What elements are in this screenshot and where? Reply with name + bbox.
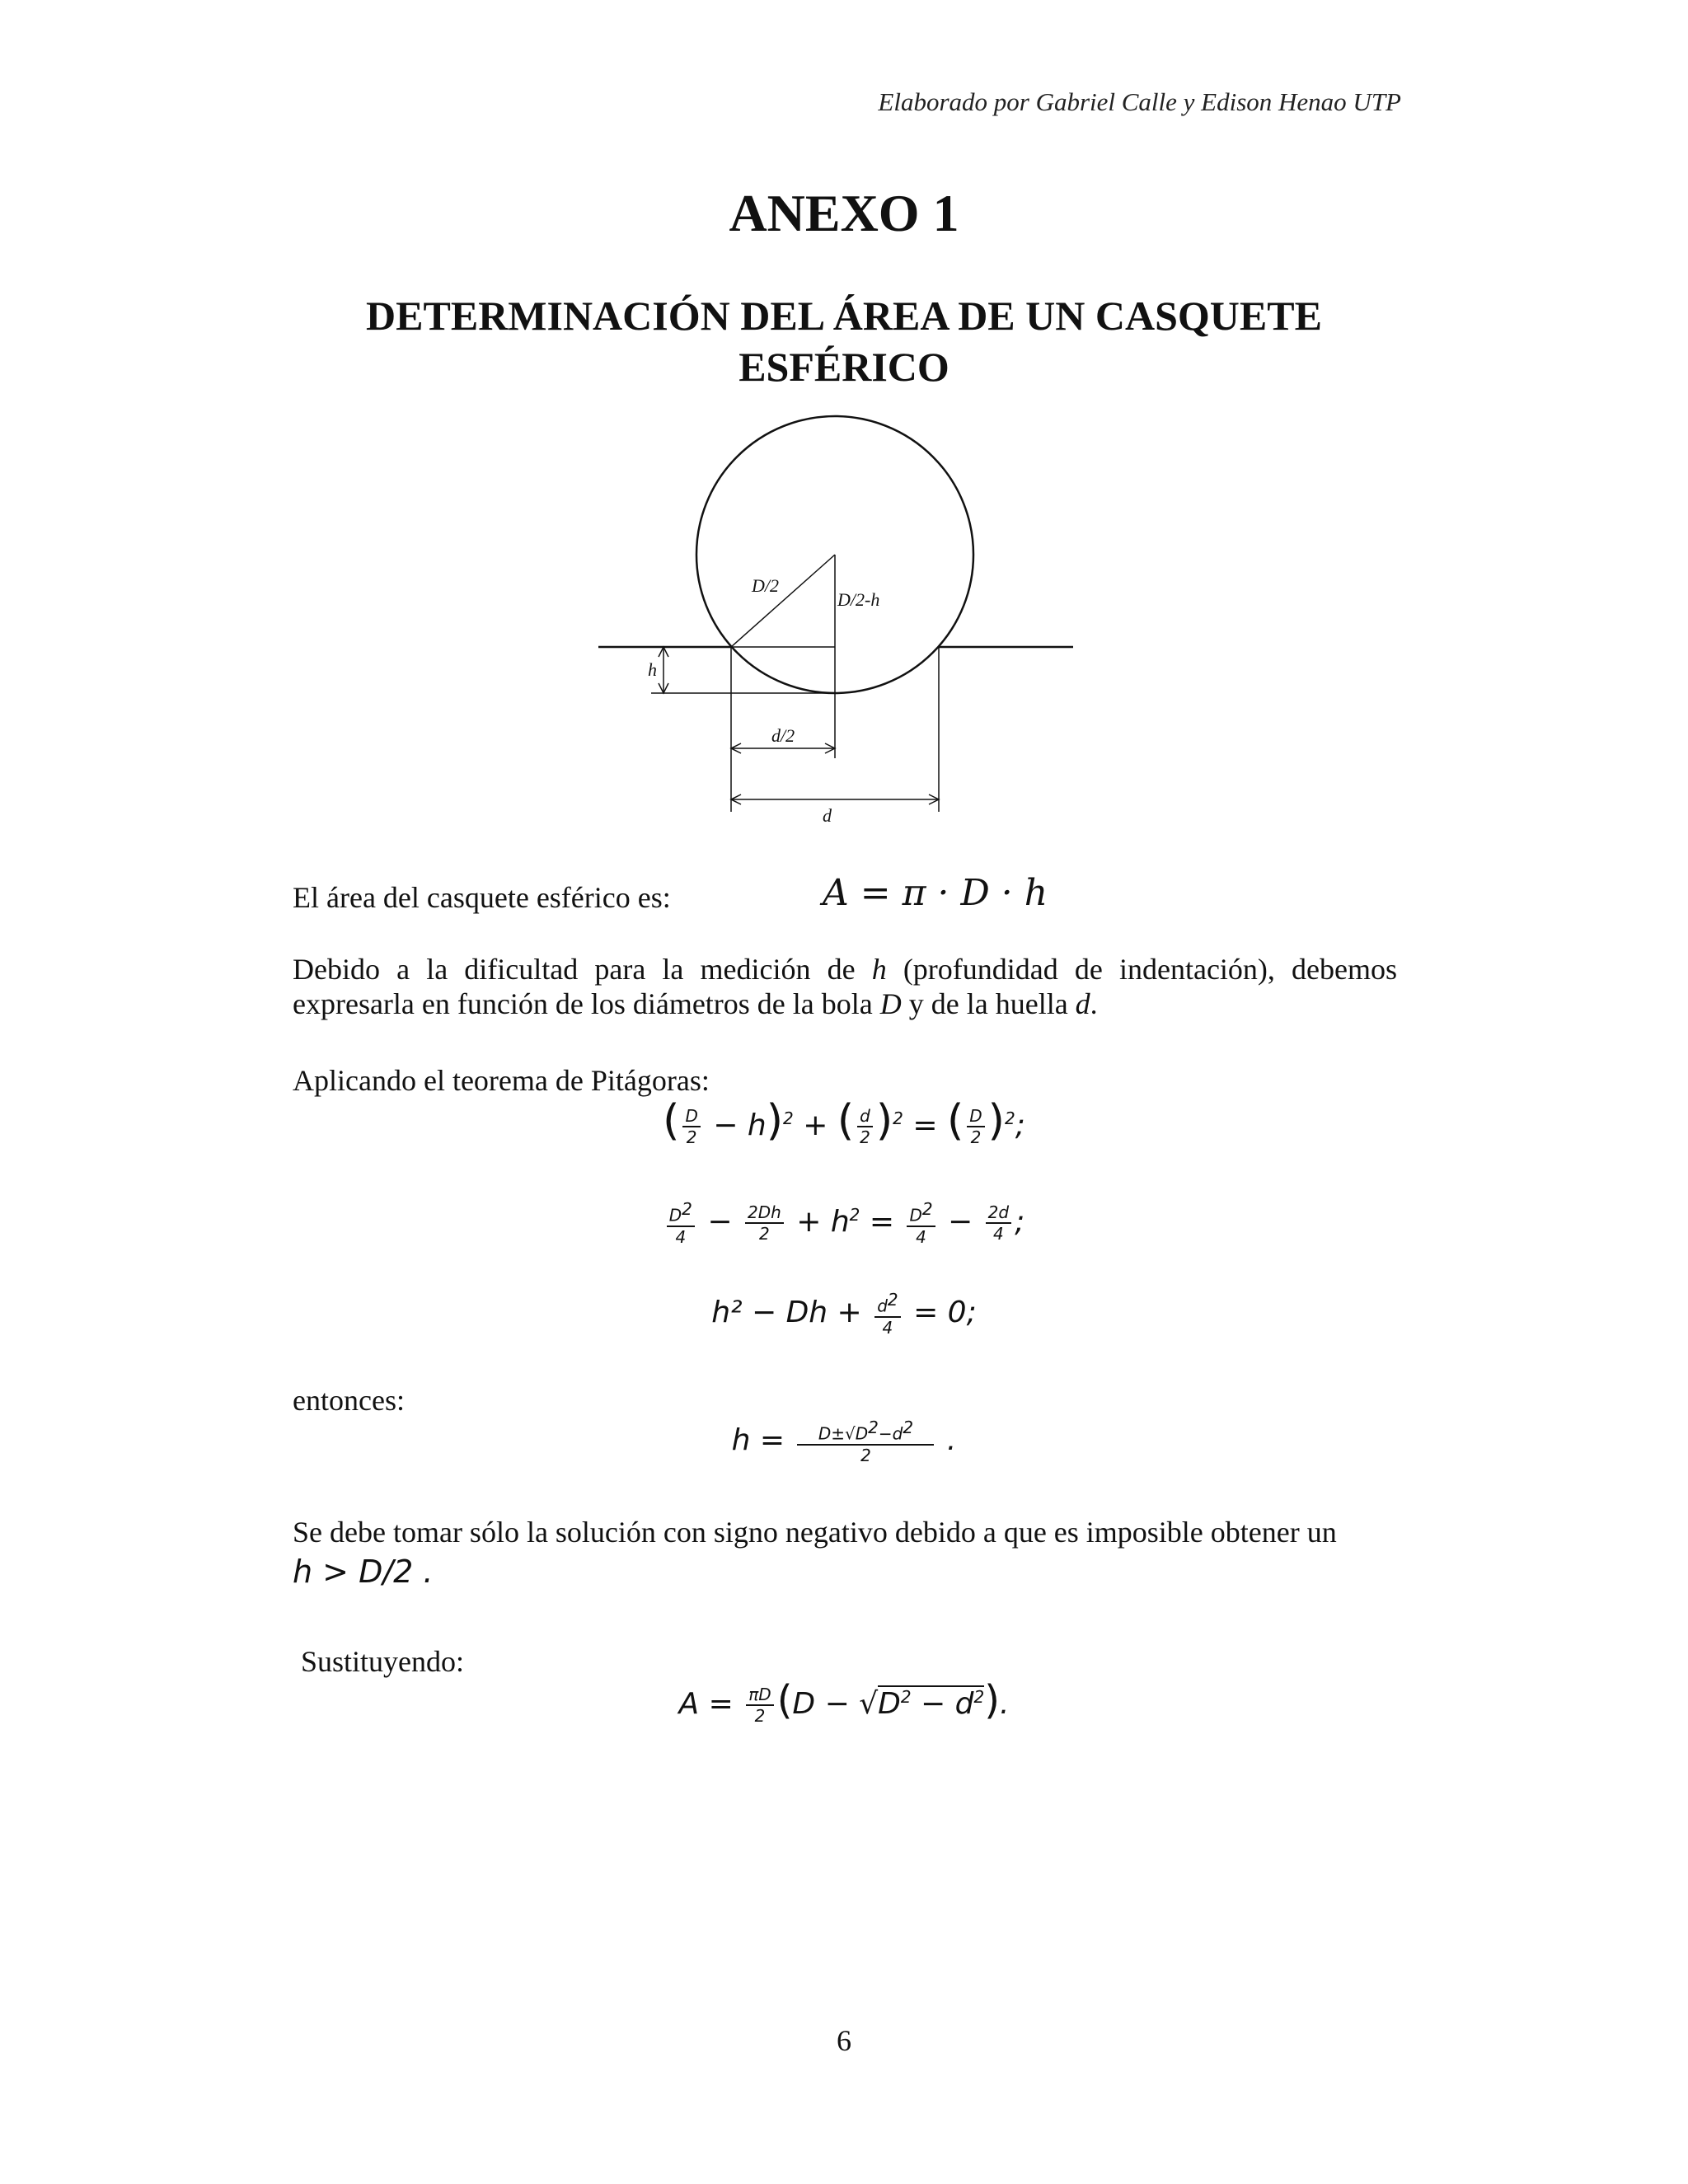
paragraph-text: y de la huella [901,987,1076,1020]
label-d: d [823,805,832,826]
substituting-label: Sustituyendo: [301,1645,465,1678]
inequality-h: h > D/2 . [293,1554,434,1590]
inequality-h-text: h > D/2 [293,1554,414,1590]
pythagoras-intro: Aplicando el teorema de Pitágoras: [293,1064,710,1097]
subtitle-line-2: ESFÉRICO [738,344,950,390]
equation-h-solution: h = $\frac{D\pm√D^2-d^2}{2}$ . [731,1418,957,1465]
paragraph-negative-text: Se debe tomar sólo la solución con signo negativo debido a que es imposible obtener un [293,1516,1337,1549]
page-title: ANEXO 1 [729,184,959,242]
spherical-cap-diagram [0,0,1688,857]
page-header-credit: Elaborado por Gabriel Calle y Edison Henao UTP [878,87,1401,116]
label-half-d: d/2 [771,725,795,746]
then-label: entonces: [293,1384,405,1417]
page-number: 6 [837,2024,851,2057]
paragraph-text: (profundidad de indentación), debemos expresarla en función de los diámetros de la bola [293,953,1397,1020]
equation-quadratic-left: h² − Dh + [711,1295,862,1329]
equation-quadratic: h² − Dh + $\frac{d^2}{4}$ = 0; [711,1290,977,1338]
symbol-d: d [1075,987,1090,1020]
label-height-diff: D/2-h [837,589,880,610]
label-radius: D/2 [752,575,779,596]
paragraph-negative-solution [293,1515,1397,1589]
symbol-h: h [871,953,887,986]
paragraph-indentation [293,952,1397,1021]
equation-expanded: $\frac{D^2}{4}$ − $\frac{2Dh}{2}$ + $h^2$ = $\frac{D^2}{4}$ − $\frac{2d}{4}$ ; [0,1199,1688,1247]
label-h: h [648,659,657,680]
paragraph-text: Debido a la dificultad para la medición de [293,953,872,986]
radius-line [731,555,835,647]
equation-quadratic-right: = 0; [913,1295,977,1329]
area-statement: El área del casquete esférico es: [293,881,671,914]
equation-pythagoras: ( $\frac{D}{2}$ − h)$^2$ + ( $\frac{d}{2}$ )$^2$ = ( $\frac{D}{2}$ )$^2$; [663,1096,1025,1147]
equation-final-area: A = $\frac{\pi D}{2}$ $(D - √D^2 - d^2)$. [678,1677,1010,1726]
area-formula: A = π · D · h [823,872,1048,914]
paragraph-text: . [1090,987,1098,1020]
subtitle-line-1: DETERMINACIÓN DEL ÁREA DE UN CASQUETE [366,293,1322,339]
symbol-D: D [879,987,902,1020]
